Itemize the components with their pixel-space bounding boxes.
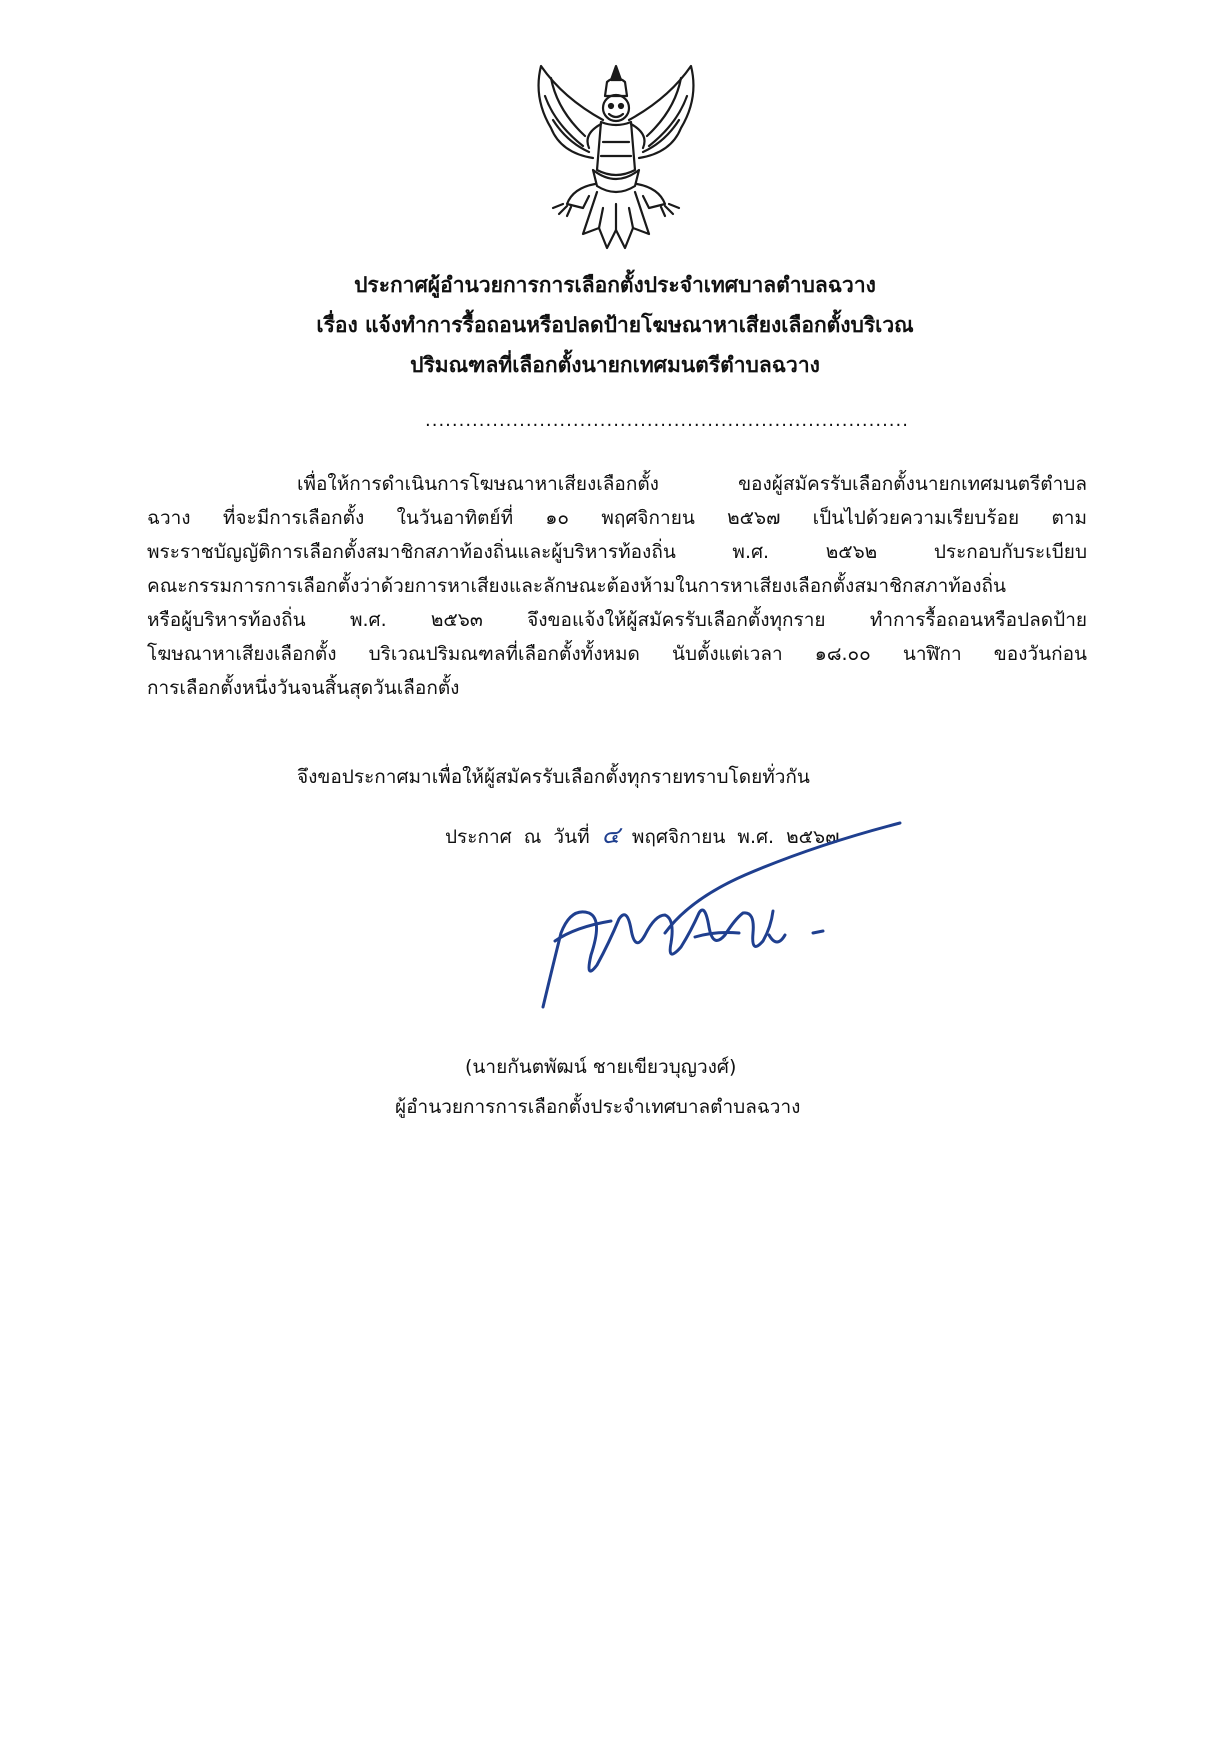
signature-icon [515,815,915,1035]
body-line: เพื่อให้การดำเนินการโฆษณาหาเสียงเลือกตั้ง ของผู้สมัครรับเลือกตั้งนายกเทศมนตรีตำบล [297,473,1087,495]
body-line: หรือผู้บริหารท้องถิ่น พ.ศ. ๒๕๖๓ จึงขอแจ้งให้ผู้สมัครรับเลือกตั้งทุกราย ทำการรื้อถอนหรือปลดป้าย [147,609,1087,631]
body-line: พระราชบัญญัติการเลือกตั้งสมาชิกสภาท้องถิ่นและผู้บริหารท้องถิ่น พ.ศ. ๒๕๖๒ ประกอบกับระเบียบ [147,541,1087,563]
body-line: โฆษณาหาเสียงเลือกตั้ง บริเวณปริมณฑลที่เลือกตั้งทั้งหมด นับตั้งแต่เวลา ๑๘.๐๐ นาฬิกา ของวันก่อน [147,643,1087,665]
date-prefix: ประกาศ ณ วันที่ [445,826,590,848]
title-line-3: ปริมณฑลที่เลือกตั้งนายกเทศมนตรีตำบลฉวาง [410,353,820,377]
closing-statement: จึงขอประกาศมาเพื่อให้ผู้สมัครรับเลือกตั้งทุกรายทราบโดยทั่วกัน [297,766,810,788]
signer-position: ผู้อำนวยการการเลือกตั้งประจำเทศบาลตำบลฉวาง [395,1096,801,1118]
signer-name: (นายกันตพัฒน์ ชายเขียวบุญวงศ์) [465,1056,737,1078]
date-year: พ.ศ. ๒๕๖๗ [737,826,840,848]
date-day: ๔ [601,821,620,849]
title-separator: ........................................................................ [425,410,909,431]
title-line-1: ประกาศผู้อำนวยการการเลือกตั้งประจำเทศบาลตำบลฉวาง [354,273,876,297]
title-line-2: เรื่อง แจ้งทำการรื้อถอนหรือปลดป้ายโฆษณาหาเสียงเลือกตั้งบริเวณ [316,313,914,337]
date-month: พฤศจิกายน [631,826,726,848]
body-line: คณะกรรมการการเลือกตั้งว่าด้วยการหาเสียงและลักษณะต้องห้ามในการหาเสียงเลือกตั้งสมาชิกสภาท้องถิ่น [147,575,1006,597]
body-line: การเลือกตั้งหนึ่งวันจนสิ้นสุดวันเลือกตั้ง [147,677,460,699]
garuda-emblem-icon [523,58,709,258]
body-line: ฉวาง ที่จะมีการเลือกตั้ง ในวันอาทิตย์ที่ ๑๐ พฤศจิกายน ๒๕๖๗ เป็นไปด้วยความเรียบร้อย ตาม [147,507,1087,529]
announcement-body [147,467,1087,705]
